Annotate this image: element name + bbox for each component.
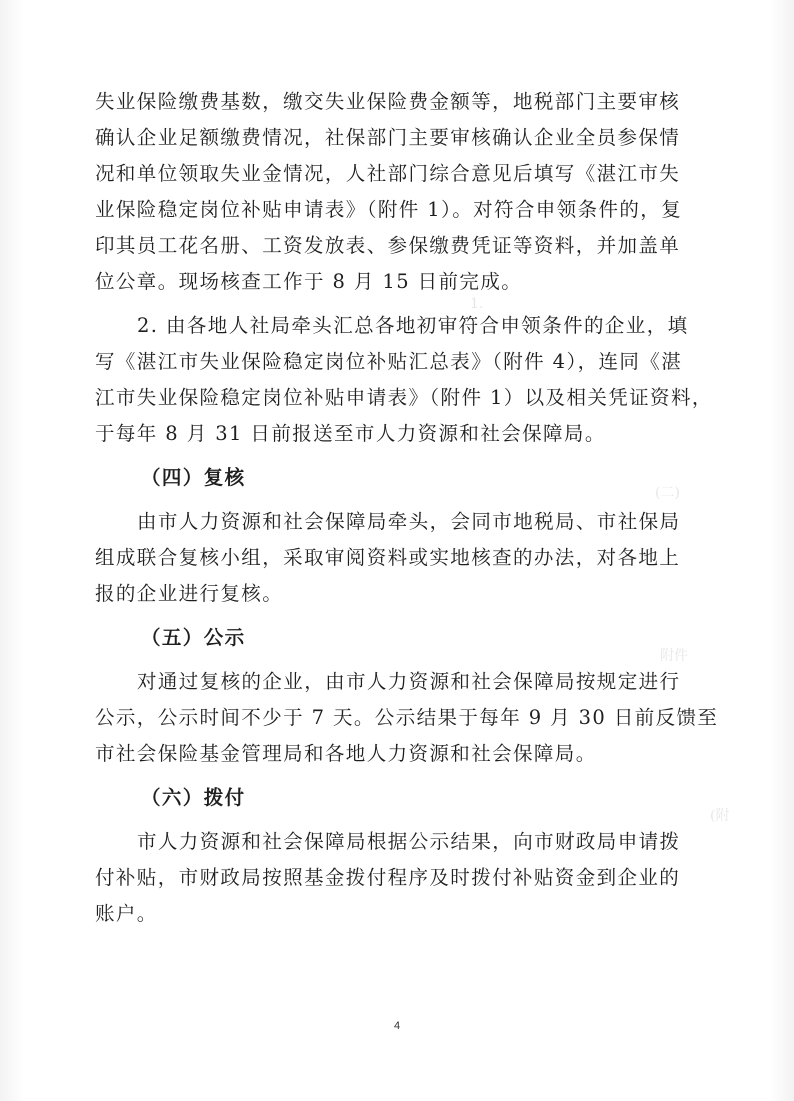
section-publicity [95, 620, 719, 772]
text-line: 江市失业保险稳定岗位补贴申请表》（附件 1）以及相关凭证资料， [95, 386, 713, 409]
bleed-through-mark: (二) [655, 485, 680, 501]
section-review [95, 460, 710, 612]
paragraph-item-2 [95, 308, 713, 452]
bleed-through-mark: 附件 [660, 648, 688, 664]
section-heading: （六）拨付 [141, 786, 246, 809]
text-line: 印其员工花名册、工资发放表、参保缴费凭证等资料，并加盖单 [95, 234, 681, 257]
text-line: 由市人力资源和社会保障局牵头，会同市地税局、市社保局 [137, 510, 681, 533]
page-number: 4 [393, 1020, 401, 1032]
section-disbursement [95, 780, 710, 932]
text-line: 况和单位领取失业金情况，人社部门综合意见后填写《湛江市失 [95, 162, 681, 185]
text-line: 确认企业足额缴费情况，社保部门主要审核确认企业全员参保情 [95, 126, 681, 149]
text-line: 公示，公示时间不少于 7 天。公示结果于每年 9 月 30 日前反馈至 [95, 706, 719, 729]
section-heading: （四）复核 [141, 466, 246, 489]
text-line: 报的企业进行复核。 [95, 582, 284, 605]
text-line: 市人力资源和社会保障局根据公示结果，向市财政局申请拨 [137, 830, 681, 853]
text-line: 于每年 8 月 31 日前报送至市人力资源和社会保障局。 [95, 422, 606, 445]
text-line: 位公章。现场核查工作于 8 月 15 日前完成。 [95, 270, 523, 293]
text-line: 账户。 [95, 902, 158, 925]
text-line: 组成联合复核小组，采取审阅资料或实地核查的办法，对各地上 [95, 546, 681, 569]
section-heading: （五）公示 [141, 626, 246, 649]
text-line: 写《湛江市失业保险稳定岗位补贴汇总表》（附件 4），连同《湛 [95, 350, 683, 373]
bleed-through-mark: 1. [470, 296, 484, 312]
paragraph-continuation [95, 84, 710, 300]
document-body [95, 84, 719, 932]
text-line: 业保险稳定岗位补贴申请表》（附件 1）。对符合申领条件的，复 [95, 198, 683, 221]
text-line: 2. 由各地人社局牵头汇总各地初审符合申领条件的企业，填 [137, 314, 689, 337]
text-line: 付补贴，市财政局按照基金拨付程序及时拨付补贴资金到企业的 [95, 866, 681, 889]
bleed-through-mark: (附 [710, 808, 730, 824]
text-line: 市社会保险基金管理局和各地人力资源和社会保障局。 [95, 742, 597, 765]
text-line: 对通过复核的企业，由市人力资源和社会保障局按规定进行 [137, 670, 681, 693]
text-line: 失业保险缴费基数，缴交失业保险费金额等，地税部门主要审核 [95, 90, 681, 113]
